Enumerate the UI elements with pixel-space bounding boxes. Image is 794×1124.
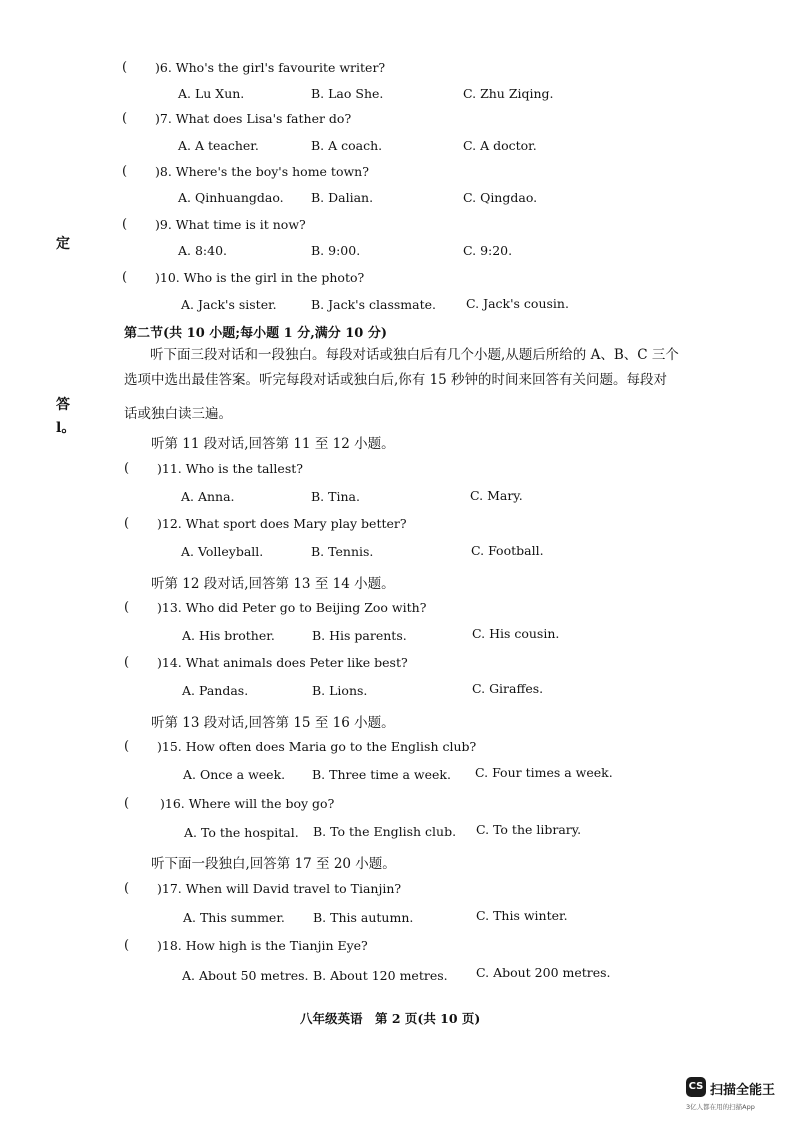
option-b: B. Lao She. [311,86,384,101]
option-b: B. A coach. [311,138,383,153]
option-c: C. Four times a week. [475,765,613,780]
option-b: B. This autumn. [313,910,414,925]
answer-paren[interactable]: ( [124,796,130,811]
cs-logo-icon: CS [686,1077,706,1097]
option-c: C. This winter. [476,908,568,923]
option-c: C. Zhu Ziqing. [463,86,554,101]
sub-heading: 听下面一段独白,回答第 17 至 20 小题。 [151,856,396,872]
option-b: B. About 120 metres. [313,968,448,983]
option-b: B. Lions. [312,683,368,698]
option-a: A. Jack's sister. [181,297,277,312]
answer-paren[interactable]: ( [122,60,128,75]
answer-paren[interactable]: ( [124,600,130,615]
option-b: B. Three time a week. [312,767,451,782]
margin-mark: l。 [56,420,76,436]
question-stem: )11. Who is the tallest? [157,461,303,476]
question-stem: )18. How high is the Tianjin Eye? [157,938,368,953]
option-b: B. Tennis. [311,544,374,559]
question-stem: )7. What does Lisa's father do? [155,111,352,126]
sub-heading: 听第 12 段对话,回答第 13 至 14 小题。 [151,576,395,592]
option-a: A. Pandas. [182,683,249,698]
option-b: B. Dalian. [311,190,374,205]
answer-paren[interactable]: ( [122,164,128,179]
margin-mark: 答 [56,397,70,413]
section-heading: 第二节(共 10 小题;每小题 1 分,满分 10 分) [124,326,388,341]
option-c: C. About 200 metres. [476,965,611,980]
option-c: C. Giraffes. [472,681,544,696]
instruction-line: 选项中选出最佳答案。听完每段对话或独白后,你有 15 秒钟的时间来回答有关问题。每段对 [124,372,668,388]
option-a: A. To the hospital. [184,825,299,840]
option-b: B. To the English club. [313,824,457,839]
option-c: C. To the library. [476,822,582,837]
option-a: A. About 50 metres. [182,968,309,983]
option-b: B. Jack's classmate. [311,297,436,312]
question-stem: )12. What sport does Mary play better? [157,516,407,531]
answer-paren[interactable]: ( [124,938,130,953]
option-a: A. 8:40. [178,243,228,258]
option-a: A. Lu Xun. [178,86,245,101]
watermark-title: 扫描全能王 [710,1083,776,1098]
question-stem: )6. Who's the girl's favourite writer? [155,60,386,75]
option-c: C. Jack's cousin. [466,296,569,311]
option-c: C. Qingdao. [463,190,538,205]
option-a: A. Qinhuangdao. [178,190,284,205]
answer-paren[interactable]: ( [124,461,130,476]
option-b: B. His parents. [312,628,407,643]
answer-paren[interactable]: ( [122,270,128,285]
answer-paren[interactable]: ( [122,111,128,126]
question-stem: )14. What animals does Peter like best? [157,655,408,670]
option-c: C. His cousin. [472,626,560,641]
option-c: C. 9:20. [463,243,513,258]
answer-paren[interactable]: ( [124,739,130,754]
question-stem: )8. Where's the boy's home town? [155,164,369,179]
question-stem: )10. Who is the girl in the photo? [155,270,365,285]
option-a: A. His brother. [182,628,275,643]
answer-paren[interactable]: ( [124,655,130,670]
answer-paren[interactable]: ( [122,217,128,232]
sub-heading: 听第 13 段对话,回答第 15 至 16 小题。 [151,715,395,731]
option-c: C. A doctor. [463,138,537,153]
question-stem: )15. How often does Maria go to the English club? [157,739,477,754]
option-c: C. Football. [471,543,544,558]
option-a: A. Volleyball. [181,544,264,559]
page-footer: 八年级英语 第 2 页(共 10 页) [300,1011,481,1026]
option-c: C. Mary. [470,488,523,503]
instruction-line: 话或独白读三遍。 [124,406,232,422]
margin-mark: 定 [56,236,70,252]
instruction-line: 听下面三段对话和一段独白。每段对话或独白后有几个小题,从题后所给的 A、B、C 三个 [150,347,679,363]
option-a: A. This summer. [183,910,285,925]
question-stem: )13. Who did Peter go to Beijing Zoo with? [157,600,427,615]
question-stem: )16. Where will the boy go? [160,796,335,811]
option-b: B. Tina. [311,489,360,504]
answer-paren[interactable]: ( [124,516,130,531]
question-stem: )9. What time is it now? [155,217,306,232]
option-b: B. 9:00. [311,243,361,258]
option-a: A. A teacher. [178,138,259,153]
option-a: A. Once a week. [183,767,286,782]
answer-paren[interactable]: ( [124,881,130,896]
watermark-subtitle: 3亿人都在用的扫描App [686,1103,755,1111]
sub-heading: 听第 11 段对话,回答第 11 至 12 小题。 [151,436,395,452]
option-a: A. Anna. [181,489,235,504]
question-stem: )17. When will David travel to Tianjin? [157,881,402,896]
